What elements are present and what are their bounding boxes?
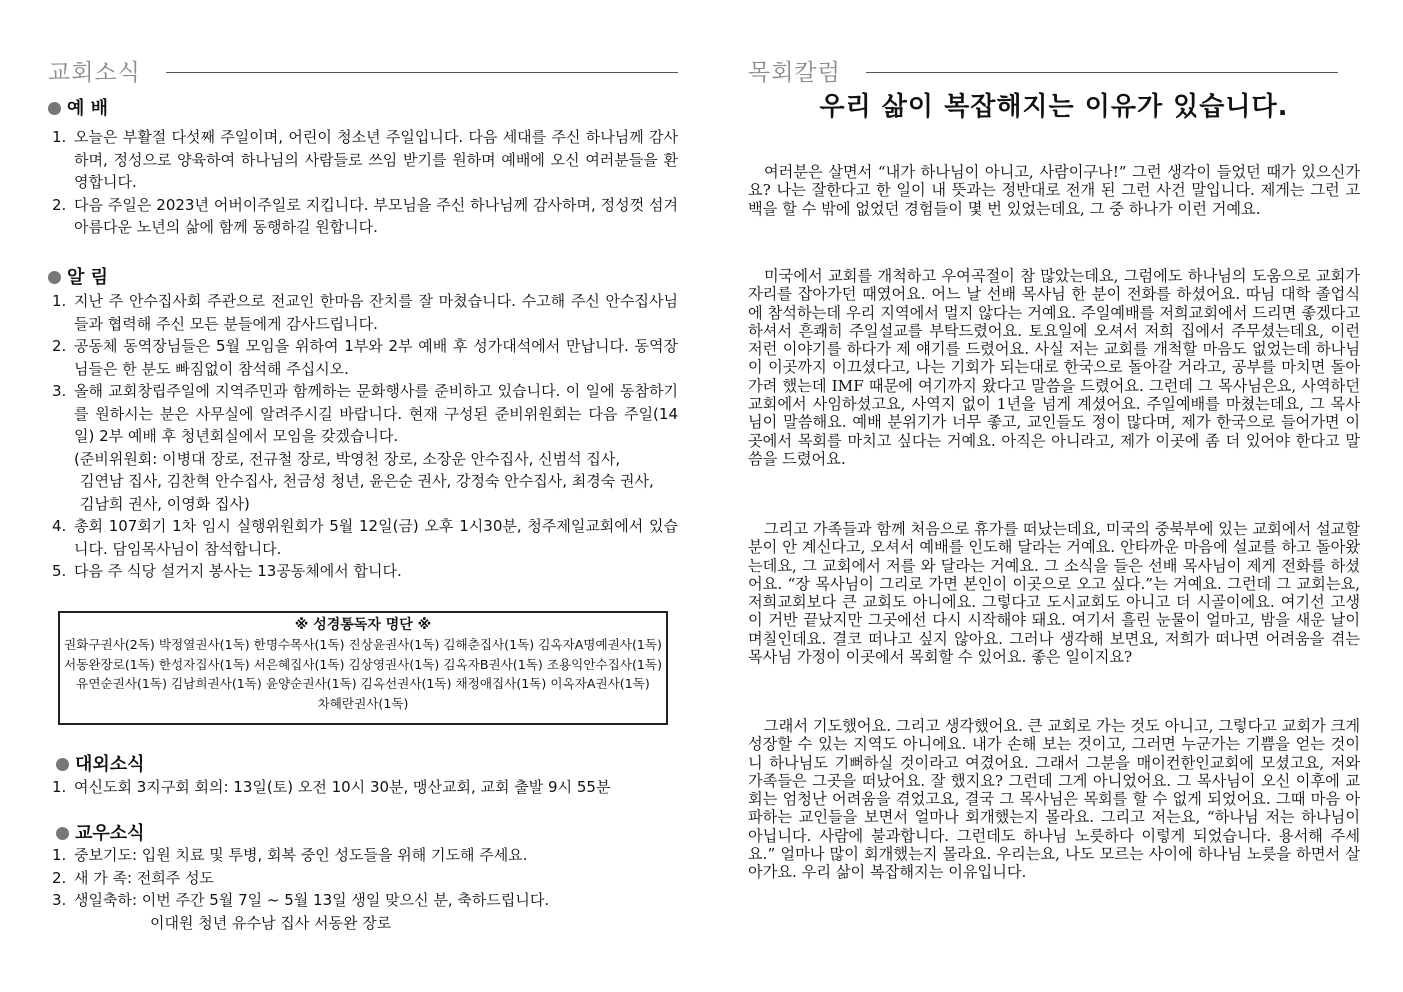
item-text: 올해 교회창립주일에 지역주민과 함께하는 문화행사를 준비하고 있습니다. 이 일에 동참하기를 원하시는 분은 사무실에 알려주시길 바랍니다. 현재 구성된 준비위원회는 다음 주일(14일) 2부 예배 후 청년회실에서 모임을 갖겠습니다. bbox=[74, 382, 678, 445]
item-number: 2. bbox=[52, 195, 67, 214]
members-heading-text: 교우소식 bbox=[75, 823, 145, 844]
item-number: 4. bbox=[52, 517, 67, 535]
item-number: 2. bbox=[52, 868, 67, 887]
list-item bbox=[52, 776, 678, 799]
external-heading-text: 대외소식 bbox=[75, 754, 145, 775]
column-paragraph: 그리고 가족들과 함께 처음으로 휴가를 떠났는데요, 미국의 중북부에 있는 교회에서 설교할 분이 안 계신다고, 오셔서 예배를 인도해 달라는 거예요. 안타까운 마음에 설교를 하고 돌아왔는데요, 그 교회에서 저를 와 달라는 거예요. 그 소식을 들은 선배 목사님이 제게 전화를 하셨어요. “장 목사님이 그리로 가면 본인이 이곳으로 오고 싶다.”는 거예요. 그런데 그 교회는요, 저희교회보다 큰 교회도 아니에요. 그렇다고 도시교회도 아니고 더 시골이에요. 여기선 고생이 거반 끝났지만 그곳에선 다시 시작해야 돼요. 여기서 흘린 눈물이 얼마고, 밤을 새운 날이 며칠인데요. 결코 떠나고 싶지 않아요. 그러나 생각해 보면요, 저희가 떠나면 어려움을 겪는 목사님 가정이 이곳에서 목회할 수 있어요. 좋은 일이지요? bbox=[748, 520, 1360, 667]
bullet-icon bbox=[48, 271, 61, 284]
worship-heading bbox=[48, 94, 108, 120]
list-item bbox=[52, 335, 678, 380]
header-rule bbox=[866, 72, 1338, 73]
item-text: 공동체 동역장님들은 5월 모임을 위하여 1부와 2부 예배 후 성가대석에서 만납니다. 동역장님들은 한 분도 빠짐없이 참석해 주십시오. bbox=[74, 337, 678, 378]
item-text: 여신도회 3지구회 회의: 13일(토) 오전 10시 30분, 맹산교회, 교회 출발 9시 55분 bbox=[74, 778, 611, 796]
item-number: 1. bbox=[52, 846, 67, 864]
bullet-icon bbox=[56, 758, 69, 771]
bible-readers-box bbox=[58, 611, 668, 725]
item-number: 1. bbox=[52, 128, 67, 146]
notice-heading-text: 알 림 bbox=[67, 267, 109, 288]
members-list bbox=[52, 844, 678, 934]
list-item bbox=[52, 867, 678, 890]
item-number: 3. bbox=[52, 891, 67, 909]
pastor-column-header bbox=[748, 54, 1360, 86]
list-item bbox=[52, 560, 678, 583]
bible-readers-title: ※ 성경통독자 명단 ※ bbox=[294, 617, 432, 633]
header-rule bbox=[166, 72, 678, 73]
column-paragraph: 미국에서 교회를 개척하고 우여곡절이 참 많았는데요, 그럼에도 하나님의 도움으로 교회가 자리를 잡아가던 때였어요. 어느 날 선배 목사님 한 분이 전화를 하셨어요. 따님 대학 졸업식에 참석하는데 우리 지역에서 멀지 않다는 거예요. 주일예배를 저희교회에서 드리면 좋겠다고 하셔서 흔쾌히 주일설교를 부탁드렸어요. 토요일에 오셔서 저희 집에서 주무셨는데요, 이런 저런 이야기를 하다가 제 얘기를 드렸어요. 사실 저는 교회를 개척할 마음도 없었는데 하나님이 이곳까지 이끄셨다고, 나는 기회가 되는대로 한국으로 돌아갈 거라고, 공부를 마치면 돌아가려 했는데 IMF 때문에 여기까지 왔다고 말씀을 드렸어요. 그런데 그 목사님은요, 사역하던 교회에서 사임하셨고요, 사역지 없이 1년을 넘게 계셨어요. 주일예배를 마쳤는데요, 그 목사님이 말씀해요. 예배 분위기가 너무 좋고, 교인들도 정이 많다며, 제가 한국으로 들어가면 이곳에서 목회를 마치고 싶다는 거예요. 아직은 아니라고, 제가 이곳에 좀 더 있어야 한다고 말씀을 드렸어요. bbox=[748, 267, 1360, 468]
bible-readers-line: 차혜란권사(1독) bbox=[317, 695, 409, 711]
item-text: 오늘은 부활절 다섯째 주일이며, 어린이 청소년 주일입니다. 다음 세대를 주신 하나님께 감사하며, 정성으로 양육하여 하나님의 사람들로 쓰임 받기를 원하며 예배에 오신 여러분들을 환영합니다. bbox=[74, 128, 678, 191]
column-title: 우리 삶이 복잡해지는 이유가 있습니다. bbox=[819, 92, 1289, 122]
column-paragraph: 그래서 기도했어요. 그리고 생각했어요. 큰 교회로 가는 것도 아니고, 그렇다고 교회가 크게 성장할 수 있는 지역도 아니에요. 내가 손해 보는 것이고, 그러면 누군가는 기쁨을 얻는 것이니 하나님도 기뻐하실 것이라고 여겼어요. 그래서 그분을 매이컨한인교회에 모셨고요, 저와 가족들은 그곳을 떠났어요. 잘 했지요? 그런데 그게 아니었어요. 그 목사님이 오신 이후에 교회는 엄청난 어려움을 겪었고요, 결국 그 목사님은 목회를 할 수 없게 되었어요. 그때 마음 아파하는 교인들을 보면서 얼마나 회개했는지 몰라요. 그리고 저는요, “하나님 저는 하나님이 아닙니다. 사람에 불과합니다. 그런데도 하나님 노릇하다 이렇게 되었습니다. 용서해 주세요.” 얼마나 많이 회개했는지 몰라요. 우리는요, 나도 모르는 사이에 하나님 노릇을 하면서 살아가요. 우리 삶이 복잡해지는 이유입니다. bbox=[748, 717, 1360, 882]
bible-readers-line: 유연순권사(1독) 김남희권사(1독) 윤양순권사(1독) 김옥선권사(1독) 채정애집사(1독) 이옥자A권사(1독) bbox=[76, 676, 650, 691]
committee-line: 김남희 권사, 이영화 집사) bbox=[80, 494, 250, 513]
external-heading bbox=[56, 750, 145, 776]
item-text: 다음 주일은 2023년 어버이주일로 지킵니다. 부모님을 주신 하나님께 감사하며, 정성껏 섬겨 아름다운 노년의 삶에 함께 동행하길 원합니다. bbox=[74, 195, 678, 236]
bullet-icon bbox=[56, 827, 69, 840]
item-text: 새 가 족: 전희주 성도 bbox=[74, 868, 215, 887]
external-list bbox=[52, 776, 678, 799]
pastor-column-page bbox=[748, 0, 1360, 992]
members-heading bbox=[56, 819, 145, 845]
church-news-title: 교회소식 bbox=[48, 60, 141, 86]
item-text: 총회 107회기 1차 임시 실행위원회가 5월 12일(금) 오후 1시30분, 청주제일교회에서 있습니다. 담임목사님이 참석합니다. bbox=[74, 517, 678, 558]
list-item bbox=[52, 380, 678, 515]
list-item bbox=[52, 889, 678, 934]
item-number: 1. bbox=[52, 778, 67, 796]
notice-list bbox=[52, 290, 678, 583]
list-item bbox=[52, 844, 678, 867]
item-text: 지난 주 안수집사회 주관으로 전교인 한마음 잔치를 잘 마쳤습니다. 수고해 주신 안수집사님들과 협력해 주신 모든 분들에게 감사드립니다. bbox=[74, 292, 678, 333]
birthday-names: 이대원 청년 유수남 집사 서동완 장로 bbox=[150, 913, 392, 932]
item-number: 1. bbox=[52, 292, 67, 310]
worship-heading-text: 예 배 bbox=[67, 98, 109, 119]
item-text: 생일축하: 이번 주간 5월 7일 ~ 5월 13일 생일 맞으신 분, 축하드립니다. bbox=[74, 891, 550, 909]
church-news-header bbox=[48, 54, 678, 86]
item-text: 다음 주 식당 설거지 봉사는 13공동체에서 합니다. bbox=[74, 562, 402, 580]
committee-line: 김연남 집사, 김찬혁 안수집사, 천금성 청년, 윤은순 권사, 강정숙 안수집사, 최경숙 권사, bbox=[80, 472, 654, 490]
notice-heading bbox=[48, 263, 108, 289]
list-item bbox=[52, 126, 678, 194]
pastor-column-section-title: 목회칼럼 bbox=[748, 60, 841, 86]
committee-line: (준비위원회: 이병대 장로, 전규철 장로, 박영천 장로, 소장운 안수집사, 신범석 집사, bbox=[74, 449, 621, 468]
bible-readers-line: 서동완장로(1독) 한성자집사(1독) 서은혜집사(1독) 김상영권사(1독) 김옥자B권사(1독) 조용익안수집사(1독) bbox=[64, 656, 662, 672]
bullet-icon bbox=[48, 102, 61, 115]
item-number: 5. bbox=[52, 562, 67, 580]
item-number: 3. bbox=[52, 382, 67, 400]
item-number: 2. bbox=[52, 337, 67, 355]
item-text: 중보기도: 입원 치료 및 투병, 회복 중인 성도들을 위해 기도해 주세요. bbox=[74, 846, 528, 864]
worship-list bbox=[52, 126, 678, 239]
column-paragraph: 여러분은 살면서 “내가 하나님이 아니고, 사람이구나!” 그런 생각이 들었던 때가 있으신가요? 나는 잘한다고 한 일이 내 뜻과는 정반대로 전개 된 그런 사건 말입니다. 제게는 그런 고백을 할 수 밖에 없었던 경험들이 몇 번 있었는데요, 그 중 하나가 이런 거예요. bbox=[748, 163, 1360, 218]
bible-readers-line: 권화구권사(2독) 박정열권사(1독) 한명수목사(1독) 진상윤권사(1독) 김해춘집사(1독) 김옥자A명예권사(1독) bbox=[64, 637, 662, 652]
list-item bbox=[52, 290, 678, 335]
list-item bbox=[52, 515, 678, 560]
church-news-page bbox=[48, 0, 678, 992]
list-item bbox=[52, 194, 678, 239]
